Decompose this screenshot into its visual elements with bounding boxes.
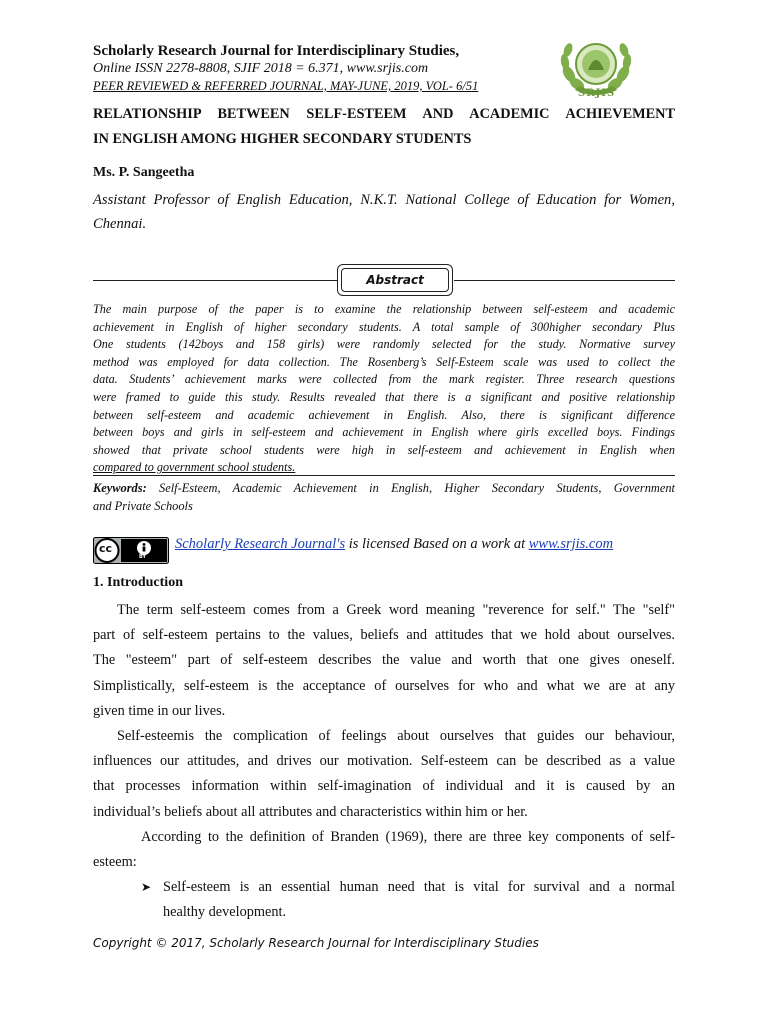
bullet-item	[93, 875, 675, 900]
keywords-list: Self-Esteem, Academic Achievement in English, Higher Secondary Students, Government	[146, 481, 675, 495]
abstract-bottom-rule	[93, 475, 675, 476]
journal-name: Scholarly Research Journal for Interdisciplinary Studies,	[93, 43, 460, 59]
affiliation-line-2: Chennai.	[93, 216, 147, 232]
body-line: given time in our lives.	[93, 702, 226, 719]
body-line: that processes information within self-imagination of individual and it is caused by an	[93, 778, 675, 795]
abstract-line: data. Students’ achievement marks were collected from the mark register. Three research questions	[93, 372, 675, 387]
author-affiliation	[93, 188, 675, 236]
footer-copyright: Copyright © 2017, Scholarly Research Journal for Interdisciplinary Studies	[93, 936, 539, 950]
body-line: Simplistically, self-esteem is the acceptance of ourselves for who and what we are at any	[93, 677, 675, 694]
license-statement	[175, 536, 613, 553]
abstract-rule-right	[454, 280, 675, 281]
journal-peer-line: PEER REVIEWED & REFERRED JOURNAL, MAY-JUNE, 2019, VOL- 6/51	[93, 79, 479, 93]
license-text: is licensed Based on a work at	[345, 536, 529, 552]
abstract-line: were framed to guide this study. Results revealed that there is a significant and positive relationship	[93, 389, 675, 404]
abstract-heading-box	[337, 264, 453, 296]
by-text: BY	[139, 554, 147, 560]
abstract-line: compared to government school students.	[93, 460, 296, 475]
keywords-line-2: and Private Schools	[93, 499, 193, 513]
body-line: healthy development.	[163, 904, 287, 921]
affiliation-line-1: Assistant Professor of English Education, N.K.T. National College of Education for Women,	[93, 192, 675, 208]
cc-text: cc	[99, 542, 113, 555]
site-link[interactable]: www.srjis.com	[528, 536, 614, 552]
abstract-line: between self-esteem and academic achievement in English. Also, there is significant difference	[93, 407, 675, 422]
body-line: The "esteem" part of self-esteem describes the value and worth that one gives oneself.	[93, 652, 675, 669]
body-line: part of self-esteem pertains to the values, beliefs and attitudes that we hold about ourselves.	[93, 627, 675, 644]
abstract-line: achievement in English of higher secondary students. A total sample of 300higher secondary Plus	[93, 319, 675, 334]
introduction-body	[93, 598, 675, 926]
abstract-heading: Abstract	[341, 268, 449, 292]
title-line-1: RELATIONSHIP BETWEEN SELF-ESTEEM AND ACADEMIC ACHIEVEMENT	[93, 106, 675, 122]
abstract-line: between boys and girls in self-esteem and achievement in English where girls excelled boys. Findings	[93, 425, 675, 440]
abstract-text	[93, 301, 675, 477]
paper-page	[93, 0, 675, 1024]
paper-title	[93, 102, 675, 152]
body-line: influences our attitudes, and drives our motivation. Self-esteem can be described as a value	[93, 753, 675, 770]
abstract-rule-left	[93, 280, 337, 281]
keywords-line-1	[93, 479, 675, 497]
abstract-line: method was employed for data collection. The Rosenberg’s Self-Esteem scale was used to collect the	[93, 354, 675, 369]
section-heading: 1. Introduction	[93, 575, 183, 590]
arrow-bullet-icon: ➤	[141, 880, 152, 895]
body-line: According to the definition of Branden (1969), there are three key components of self-	[141, 828, 675, 845]
author-name: Ms. P. Sangeetha	[93, 165, 195, 180]
bullet-text: Self-esteem is an essential human need that is vital for survival and a normal	[163, 879, 675, 896]
keywords-label: Keywords:	[93, 481, 147, 495]
keywords	[93, 479, 675, 515]
title-line-2: IN ENGLISH AMONG HIGHER SECONDARY STUDENTS	[93, 131, 472, 147]
journal-link[interactable]: Scholarly Research Journal's	[175, 536, 346, 552]
abstract-line: The main purpose of the paper is to examine the relationship between self-esteem and academic	[93, 302, 675, 316]
logo-text: SRJIS	[578, 88, 616, 99]
journal-issn-line: Online ISSN 2278-8808, SJIF 2018 = 6.371, www.srjis.com	[93, 61, 429, 76]
body-line: individual’s beliefs about all attributes and characteristics within him or her.	[93, 803, 528, 820]
body-line: esteem:	[93, 854, 137, 871]
body-line: Self-esteemis the complication of feelings about ourselves that guides our behaviour,	[117, 728, 675, 745]
body-line: The term self-esteem comes from a Greek word meaning "reverence for self." The "self"	[117, 602, 675, 618]
abstract-line: showed that private school students were high in self-esteem and achievement in English when	[93, 442, 675, 457]
abstract-line: One students (142boys and 158 girls) were randomly selected for the study. Normative survey	[93, 337, 675, 352]
